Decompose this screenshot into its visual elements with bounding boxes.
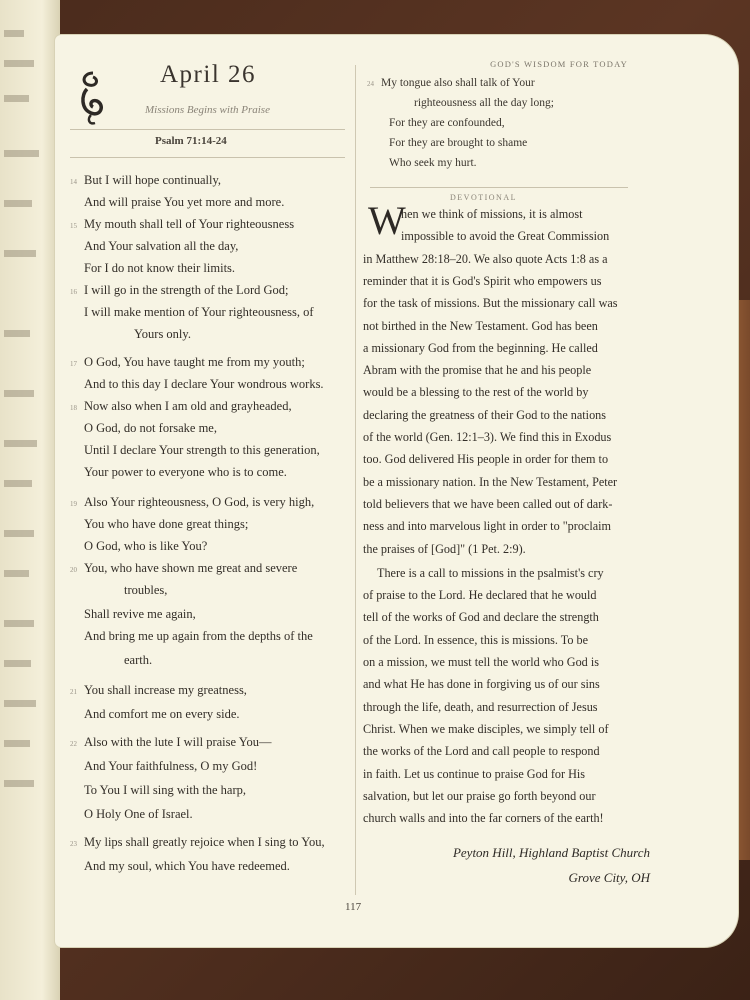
verse-text: I will make mention of Your righteousness, of [84, 305, 314, 319]
verse-number: 24 [367, 80, 374, 88]
devotional-line: be a missionary nation. In the New Testament, Peter [363, 475, 618, 489]
psalm-continued-line [400, 97, 554, 109]
date-title: April 26 [160, 61, 257, 88]
psalm-line [70, 261, 235, 275]
verse-text: My lips shall greatly rejoice when I sing to You, [84, 835, 325, 849]
psalm-continued-line [375, 137, 527, 149]
psalm-line [70, 327, 191, 341]
psalm-line [70, 859, 290, 873]
devotional-line: the praises of [God]" (1 Pet. 2:9). [363, 542, 526, 556]
verse-text: Also with the lute I will praise You— [84, 735, 272, 749]
devotional-line: of the world (Gen. 12:1–3). We find this in Exodus [363, 430, 612, 444]
verse-text: And to this day I declare Your wondrous works. [84, 377, 324, 391]
verse-text: earth. [124, 653, 153, 667]
verse-text: Your power to everyone who is to come. [84, 465, 287, 479]
verse-text: troubles, [124, 583, 168, 597]
verse-text: My tongue also shall talk of Your [381, 77, 535, 89]
devotional-line: not birthed in the New Testament. God has been [363, 319, 598, 333]
verse-text: And bring me up again from the depths of the [84, 629, 313, 643]
devotional-line: Christ. When we make disciples, we simply tell of [363, 722, 609, 736]
psalm-line [70, 239, 238, 253]
author-signature: Peyton Hill, Highland Baptist Church [452, 845, 650, 860]
psalm-line [70, 443, 320, 457]
devotional-line: of the Lord. In essence, this is missions. To be [363, 633, 589, 647]
psalm-line [70, 539, 207, 553]
devotional-line: a missionary God from the beginning. He called [363, 341, 598, 355]
verse-text: O God, You have taught me from my youth; [84, 355, 305, 369]
verse-text: righteousness all the day long; [414, 97, 554, 109]
ornament-icon [77, 69, 109, 129]
verse-text: Until I declare Your strength to this generation, [84, 443, 320, 457]
verse-text: For I do not know their limits. [84, 261, 236, 275]
author-location: Grove City, OH [568, 870, 650, 885]
verse-text: O God, who is like You? [84, 539, 208, 553]
psalm-line [70, 355, 305, 371]
psalm-line [70, 195, 284, 209]
verse-text: Yours only. [134, 327, 191, 341]
devotional-line: Abram with the promise that he and his people [363, 363, 592, 377]
psalm-line [70, 629, 313, 643]
devotional-line: the works of the Lord and call people to respond [363, 744, 600, 758]
devotional-line: would be a blessing to the rest of the world by [363, 385, 589, 399]
psalm-line [70, 683, 247, 699]
devotional-line: ness and into marvelous light in order to "proclaim [363, 519, 611, 533]
facing-page-edge [0, 0, 60, 1000]
psalm-line [70, 735, 272, 751]
psalm-line [70, 607, 196, 621]
devotional-line: in Matthew 28:18–20. We also quote Acts 1:8 as a [363, 252, 608, 266]
psalm-line [70, 707, 240, 721]
psalm-line [70, 783, 246, 797]
psalm-line [70, 807, 193, 821]
devotional-top-rule [370, 187, 628, 188]
psalm-line [70, 399, 292, 415]
psalm-line [70, 377, 324, 391]
verse-number: 18 [70, 404, 77, 412]
psalm-line [70, 517, 248, 531]
verse-text: Also Your righteousness, O God, is very high, [84, 495, 315, 509]
devotional-line: on a mission, we must tell the world who God is [363, 655, 599, 669]
verse-text: And will praise You yet more and more. [84, 195, 285, 209]
devotional-line: and what He has done in forgiving us of our sins [363, 677, 600, 691]
devotional-line: told believers that we have been called out of dark- [363, 497, 613, 511]
header-rule [70, 129, 345, 130]
psalm-line [70, 561, 297, 577]
devotional-line: church walls and into the far corners of the earth! [363, 811, 604, 825]
running-head: GOD'S WISDOM FOR TODAY [490, 59, 628, 69]
devotional-line: salvation, but let our praise go forth beyond our [363, 789, 596, 803]
psalm-line [70, 583, 167, 597]
verse-number: 16 [70, 288, 77, 296]
verse-text: And Your faithfulness, O my God! [84, 759, 258, 773]
psalm-line [70, 217, 294, 233]
verse-text: For they are brought to shame [389, 137, 528, 149]
verse-text: And Your salvation all the day, [84, 239, 239, 253]
verse-text: To You I will sing with the harp, [84, 783, 246, 797]
verse-text: And comfort me on every side. [84, 707, 240, 721]
verse-number: 21 [70, 688, 77, 696]
psalm-line [70, 465, 287, 479]
reading-subtitle: Missions Begins with Praise [145, 104, 270, 116]
devotional-line: through the life, death, and resurrection of Jesus [363, 700, 598, 714]
devotional-line: tell of the works of God and declare the strength [363, 610, 599, 624]
verse-text: You shall increase my greatness, [84, 683, 247, 697]
devotional-line: hen we think of missions, it is almost [401, 207, 583, 221]
psalm-continued-line [367, 77, 535, 89]
scripture-rule [70, 157, 345, 158]
book-page [55, 35, 738, 947]
psalm-line [70, 173, 221, 189]
verse-number: 17 [70, 360, 77, 368]
psalm-line [70, 495, 314, 511]
verse-text: But I will hope continually, [84, 173, 222, 187]
verse-text: And my soul, which You have redeemed. [84, 859, 290, 873]
verse-number: 19 [70, 500, 77, 508]
verse-text: For they are confounded, [389, 117, 505, 129]
verse-text: O God, do not forsake me, [84, 421, 217, 435]
psalm-line [70, 759, 257, 773]
devotional-line: too. God delivered His people in order for them to [363, 452, 609, 466]
verse-text: Who seek my hurt. [389, 157, 477, 169]
psalm-line [70, 421, 217, 435]
psalm-continued-line [375, 157, 477, 169]
devotional-line: impossible to avoid the Great Commission [401, 229, 610, 243]
verse-number: 20 [70, 566, 77, 574]
scripture-reference: Psalm 71:14-24 [155, 135, 227, 147]
psalm-line [70, 283, 288, 299]
verse-text: I will go in the strength of the Lord God; [84, 283, 289, 297]
verse-text: My mouth shall tell of Your righteousness [84, 217, 295, 231]
verse-number: 14 [70, 178, 77, 186]
verse-number: 15 [70, 222, 77, 230]
devotional-line: reminder that it is God's Spirit who empowers us [363, 274, 602, 288]
column-divider [355, 65, 356, 895]
devotional-line: of praise to the Lord. He declared that he would [363, 588, 597, 602]
devotional-line: declaring the greatness of their God to the nations [363, 408, 607, 422]
verse-text: Shall revive me again, [84, 607, 196, 621]
drop-cap: W [368, 198, 406, 243]
devotional-line: in faith. Let us continue to praise God for His [363, 767, 586, 781]
psalm-line [70, 305, 314, 319]
psalm-line [70, 835, 325, 851]
psalm-continued-line [375, 117, 505, 129]
verse-text: O Holy One of Israel. [84, 807, 193, 821]
verse-number: 23 [70, 840, 77, 848]
verse-text: You who have done great things; [84, 517, 249, 531]
devotional-label: DEVOTIONAL [450, 193, 517, 202]
verse-number: 22 [70, 740, 77, 748]
devotional-line: There is a call to missions in the psalmist's cry [377, 566, 604, 580]
psalm-line [70, 653, 152, 667]
verse-text: You, who have shown me great and severe [84, 561, 298, 575]
verse-text: Now also when I am old and grayheaded, [84, 399, 292, 413]
devotional-line: for the task of missions. But the missionary call was [363, 296, 618, 310]
page-number: 117 [345, 901, 362, 913]
